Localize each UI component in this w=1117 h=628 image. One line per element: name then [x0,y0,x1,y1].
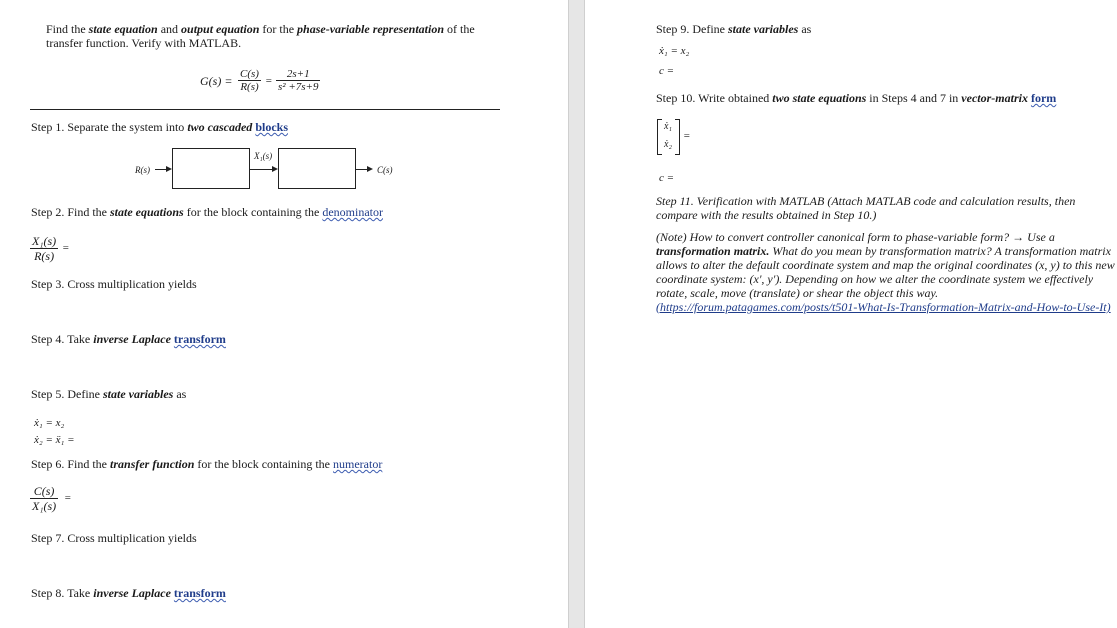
section-divider [30,109,500,110]
text: Step 11. Verification with MATLAB (Attach MATLAB code and calculation results, then [656,194,1076,208]
text-emphasis: inverse Laplace [93,586,171,600]
text-emphasis: phase-variable representation [297,22,445,36]
tf-numerator: 2s+1 [286,68,310,80]
text: for the block containing the [197,457,331,471]
state-eq-1: ẋ₁ = x₂ [34,417,65,429]
fraction-denominator: R(s) [30,248,58,263]
text-emphasis: state equation [88,22,158,36]
text-emphasis: output equation [181,22,260,36]
text-underlined: form [1030,91,1057,105]
problem-statement-line2: transfer function. Verify with MATLAB. [46,36,242,50]
step-11-line2: compare with the results obtained in Step 10.) [656,208,877,222]
text: Step 4. Take [31,332,91,346]
note-line1: (Note) How to convert controller canonical form to phase-variable form? → Use a [656,230,1055,244]
page-gutter [568,0,585,628]
text-emphasis: inverse Laplace [93,332,171,346]
text-underlined: transform [173,586,226,600]
diagram-input-label: R(s) [135,165,150,175]
step-4 [31,332,226,346]
output-arrowhead [367,166,373,172]
step-5 [31,387,186,401]
tf-equals: = [265,75,273,87]
mid-arrow-line [249,169,272,170]
text-emphasis: two cascaded [187,120,253,134]
note-line5: rotate, scale, move (translate) or shear the object this way. [656,286,939,300]
text: as [801,22,812,36]
text: for the block containing the [186,205,320,219]
fraction-numerator: C(s) [33,484,55,498]
input-arrow-line [155,169,166,170]
text: Step 8. Take [31,586,91,600]
vector-equals: = [683,130,691,142]
tf-denominator: s² +7s+9 [278,81,319,93]
step2-equals: = [62,242,70,254]
note-line3: allows to alter the default coordinate system and map the original coordinates (x, y) to this new [656,258,1115,272]
step-10 [656,91,1056,105]
text: Step 6. Find the [31,457,108,471]
text: Find the [46,22,86,36]
text-emphasis: transfer function [110,457,195,471]
text-underlined: transform [173,332,226,346]
tf-ratio-den: R(s) [238,80,261,93]
text: Step 2. Find the [31,205,108,219]
note-line2 [656,244,1111,258]
text-underlined: denominator [322,205,383,219]
text-underlined: numerator [333,457,383,471]
vector-top: ẋ₁ [664,121,672,132]
diagram-output-label: C(s) [377,165,393,175]
text: of the [447,22,475,36]
text: and [160,22,179,36]
document-page-right [585,0,1117,628]
problem-statement-line1 [46,22,475,36]
diagram-mid-label: X₁(s) [254,151,273,161]
tf-ratio-num: C(s) [240,68,259,80]
vector-right-bracket [675,119,680,155]
reference-link[interactable]: (https://forum.patagames.com/posts/t501-What-Is-Transformation-Matrix-and-How-to-Use-It) [656,300,1111,314]
output-arrow-line [355,169,367,170]
numerator-block [278,148,356,189]
step-7: Step 7. Cross multiplication yields [31,531,197,545]
step-6 [31,457,382,471]
output-eq: c = [659,172,675,184]
step-2 [31,205,383,219]
text-emphasis: state equations [110,205,184,219]
text: Step 9. Define [656,22,725,36]
text: for the [262,22,295,36]
step-11-line1 [656,194,1075,208]
vector-left-bracket [657,119,662,155]
step-9 [656,22,811,36]
text: Step 5. Define [31,387,100,401]
vector-bottom: ẋ₂ [664,139,672,150]
text: Step 10. Write obtained [656,91,770,105]
step-8 [31,586,226,600]
text: as [176,387,187,401]
fraction-numerator: X₁(s) [32,234,57,248]
denominator-block [172,148,250,189]
tf-lhs: G(s) = [200,74,233,88]
text-emphasis: transformation matrix. [656,244,770,258]
tf-fraction [276,68,320,93]
text-emphasis: state variables [102,387,174,401]
fraction-denominator: X₁(s) [32,499,57,513]
step6-equals: = [64,492,72,504]
text-emphasis: vector-matrix [961,91,1028,105]
tf-ratio [238,68,261,93]
step-1 [31,120,288,134]
text-emphasis: state variables [727,22,799,36]
step9-eq-2: c = [659,65,675,77]
step-3: Step 3. Cross multiplication yields [31,277,197,291]
note-line4: coordinate system: (x', y'). Depending on how we alter the coordinate system we effectively [656,272,1094,286]
text: What do you mean by transformation matrix? A transformation matrix [769,244,1111,258]
text-underlined: blocks [255,120,288,134]
step6-fraction [30,484,58,513]
text: in Steps 4 and 7 in [869,91,959,105]
text: Step 1. Separate the system into [31,120,185,134]
text-emphasis: two state equations [772,91,867,105]
step9-eq-1: ẋ₁ = x₂ [659,45,690,57]
state-eq-2: ẋ₂ = ẍ₁ = [34,434,75,446]
step2-fraction [30,234,58,263]
